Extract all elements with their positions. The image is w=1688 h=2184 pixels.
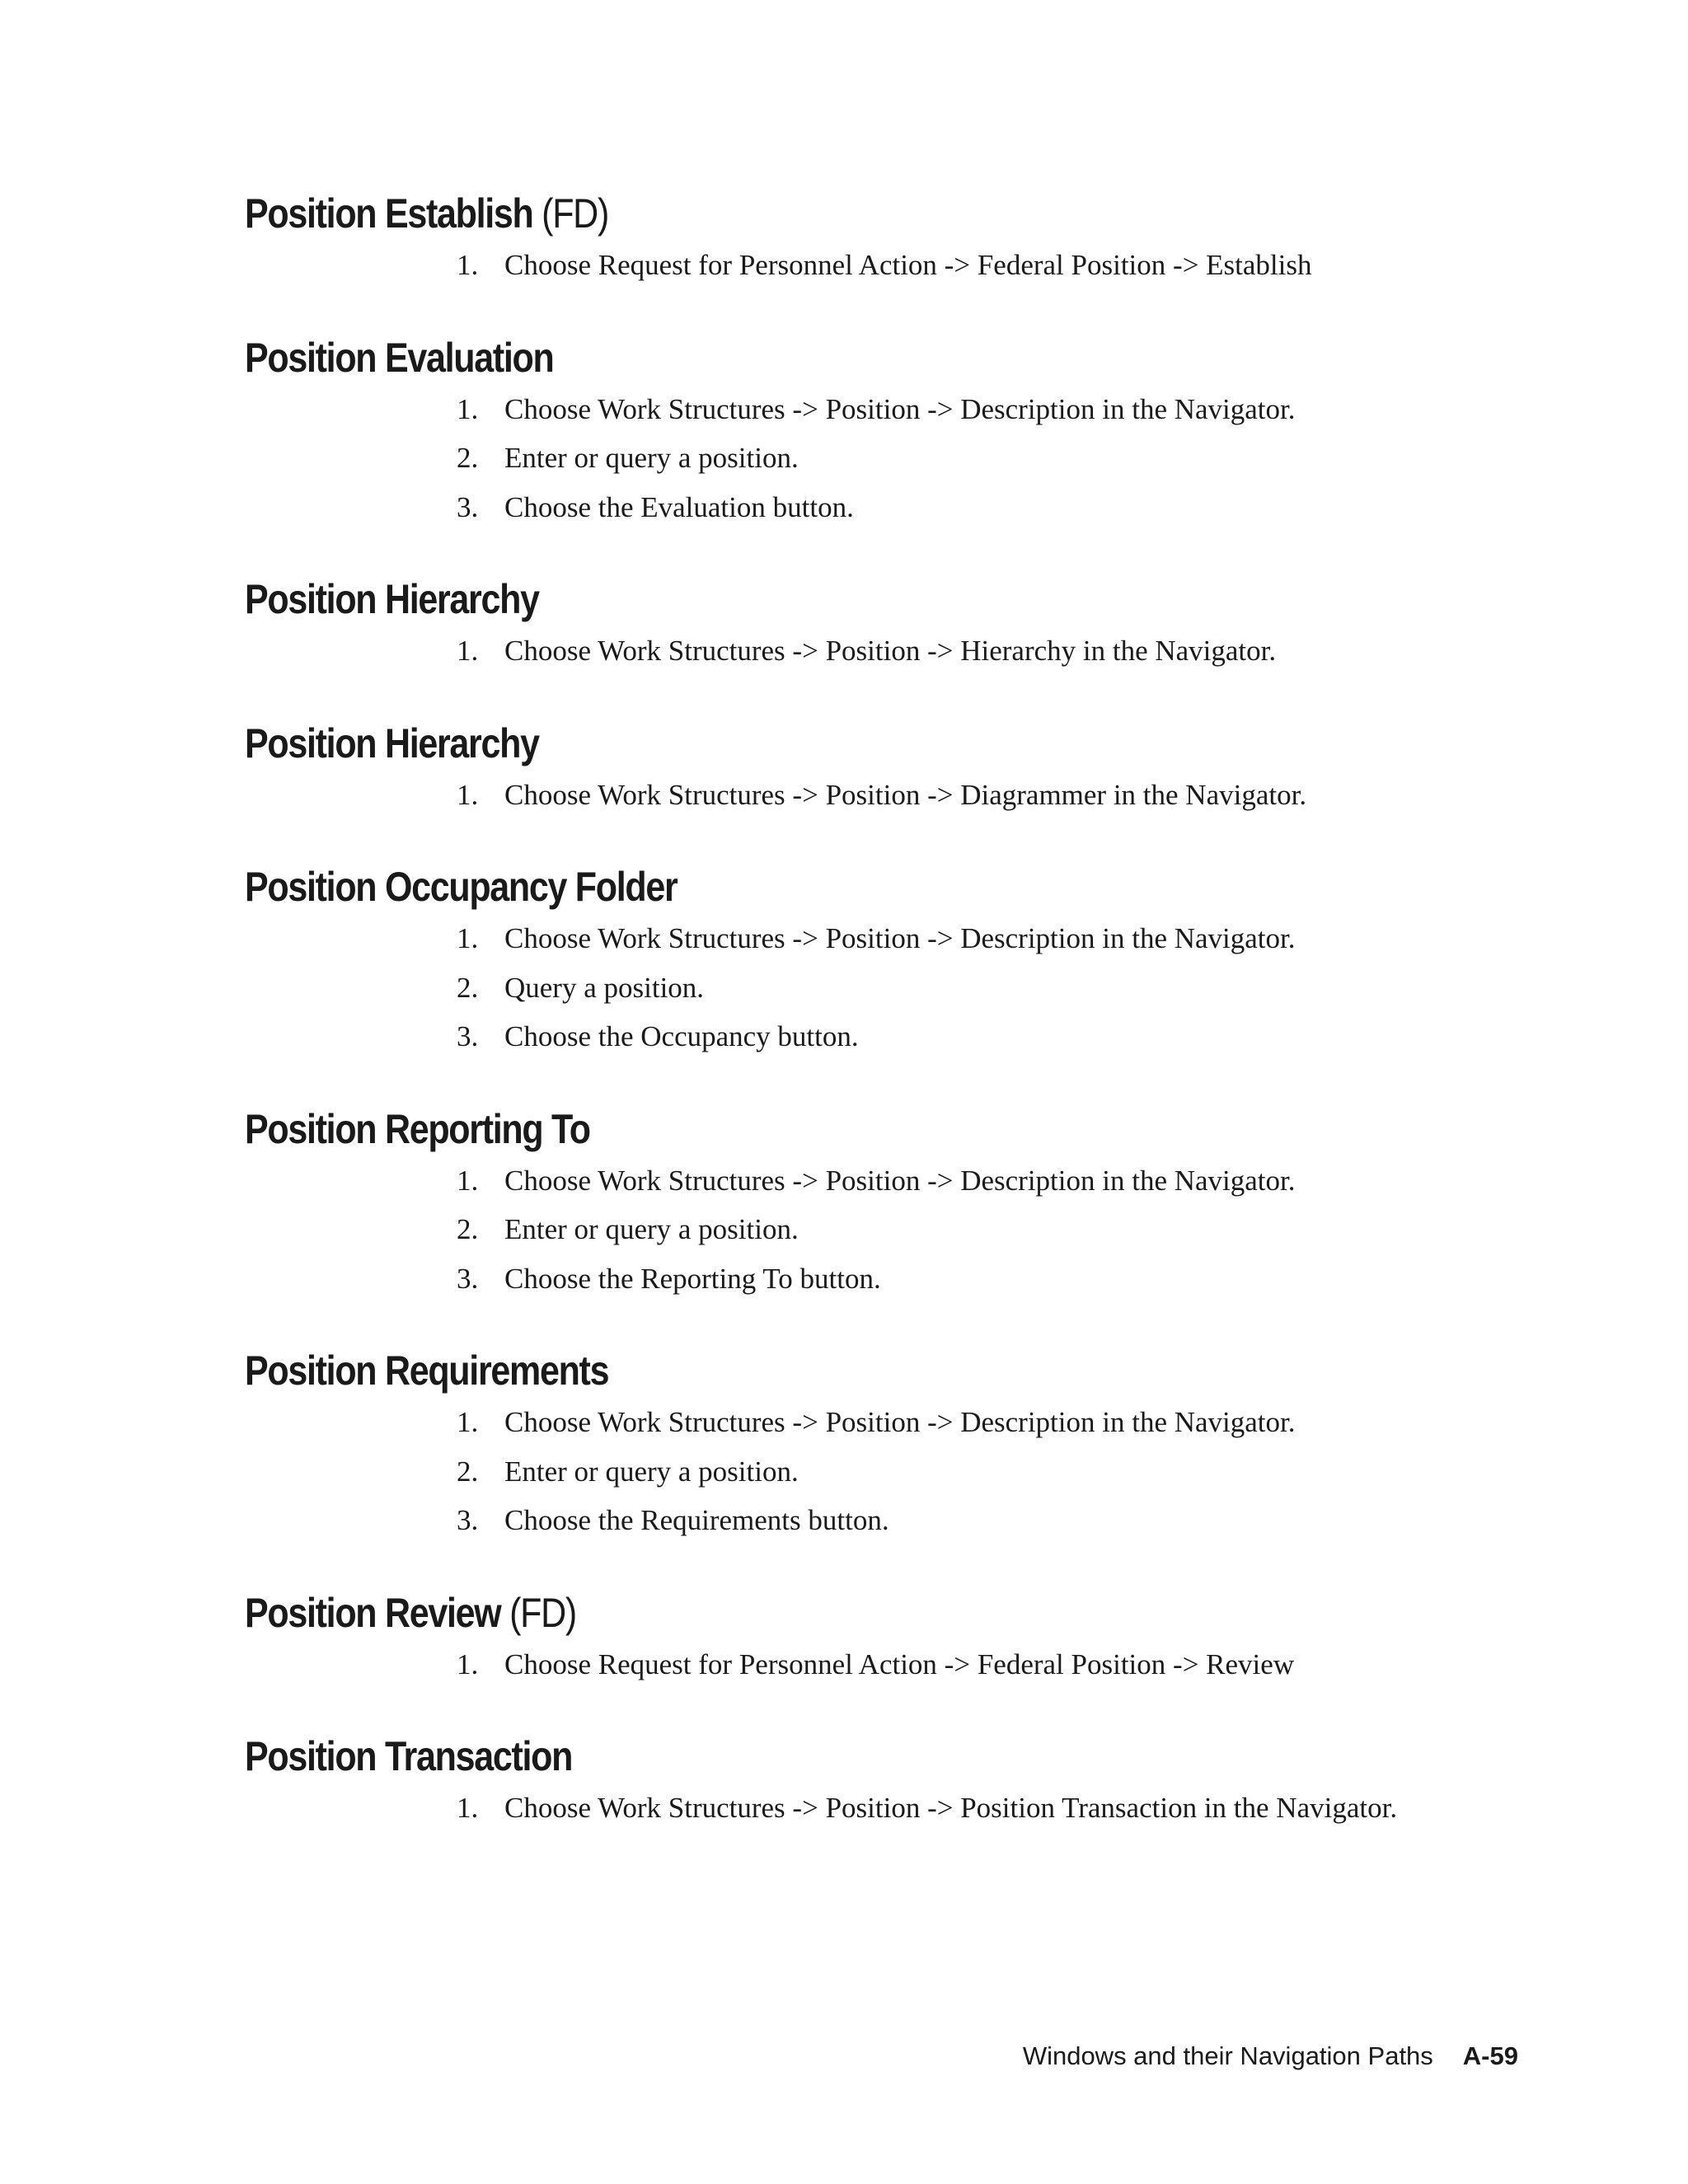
step-list: [245, 1783, 1531, 1833]
step-number: 1.: [457, 778, 479, 811]
step-item: [457, 1783, 1531, 1833]
step-item: [457, 1156, 1531, 1206]
step-list: [245, 385, 1531, 532]
heading-suffix: (FD): [509, 1589, 576, 1636]
step-number: 3.: [457, 1262, 479, 1295]
step-number: 1.: [457, 1792, 479, 1824]
step-number: 3.: [457, 490, 479, 523]
section-position-occupancy-folder: [245, 860, 1531, 1062]
heading-title: Position Reporting To: [245, 1105, 590, 1152]
step-item: [457, 1496, 1531, 1545]
step-text: Choose Work Structures -> Position -> Description in the Navigator.: [504, 1406, 1296, 1438]
step-number: 3.: [457, 1504, 479, 1536]
section-position-reporting-to: [245, 1102, 1531, 1304]
section-heading: [245, 186, 1351, 241]
step-number: 1.: [457, 1164, 479, 1197]
section-position-establish: [245, 186, 1531, 290]
step-number: 2.: [457, 442, 479, 474]
section-position-hierarchy: [245, 572, 1531, 676]
heading-title: Position Establish: [245, 190, 533, 237]
step-text: Choose Work Structures -> Position -> Position Transaction in the Navigator.: [504, 1792, 1398, 1824]
step-text: Choose Request for Personnel Action -> Federal Position -> Review: [504, 1647, 1295, 1680]
step-number: 1.: [457, 1406, 479, 1438]
step-number: 3.: [457, 1020, 479, 1052]
section-position-review: [245, 1586, 1531, 1690]
section-heading: [245, 860, 1351, 914]
step-text: Enter or query a position.: [504, 1213, 799, 1245]
heading-title: Position Occupancy Folder: [245, 864, 678, 910]
step-item: [457, 1012, 1531, 1062]
step-item: [457, 1447, 1531, 1497]
section-heading: [245, 1586, 1351, 1640]
section-heading: [245, 572, 1351, 626]
step-list: [245, 241, 1531, 290]
step-text: Choose the Reporting To button.: [504, 1262, 881, 1295]
page-number: A-59: [1462, 2041, 1518, 2070]
step-list: [245, 626, 1531, 676]
step-item: [457, 1398, 1531, 1447]
heading-title: Position Hierarchy: [245, 719, 539, 766]
step-text: Enter or query a position.: [504, 1455, 799, 1488]
footer-section-title: Windows and their Navigation Paths: [1022, 2041, 1433, 2070]
step-text: Choose the Requirements button.: [504, 1504, 889, 1536]
step-item: [457, 434, 1531, 483]
step-list: [245, 771, 1531, 820]
step-text: Choose Work Structures -> Position -> Hierarchy in the Navigator.: [504, 635, 1277, 667]
step-list: [245, 1640, 1531, 1690]
section-heading: [245, 1102, 1351, 1156]
step-item: [457, 1640, 1531, 1690]
step-text: Choose the Evaluation button.: [504, 490, 854, 523]
section-position-requirements: [245, 1343, 1531, 1545]
step-item: [457, 1254, 1531, 1304]
step-text: Enter or query a position.: [504, 442, 799, 474]
step-number: 1.: [457, 392, 479, 425]
step-item: [457, 483, 1531, 532]
section-position-transaction: [245, 1729, 1531, 1833]
step-text: Choose the Occupancy button.: [504, 1020, 859, 1052]
step-text: Query a position.: [504, 971, 705, 1004]
step-item: [457, 771, 1531, 820]
section-heading: [245, 1729, 1351, 1783]
step-item: [457, 914, 1531, 963]
step-list: [245, 914, 1531, 1062]
step-item: [457, 626, 1531, 676]
heading-title: Position Hierarchy: [245, 576, 539, 622]
step-text: Choose Work Structures -> Position -> Diagrammer in the Navigator.: [504, 778, 1307, 811]
step-number: 2.: [457, 971, 479, 1004]
section-position-evaluation: [245, 330, 1531, 532]
heading-suffix: (FD): [542, 190, 608, 237]
section-heading: [245, 716, 1351, 771]
step-number: 1.: [457, 922, 479, 954]
section-heading: [245, 1343, 1351, 1398]
step-item: [457, 963, 1531, 1013]
heading-title: Position Requirements: [245, 1347, 609, 1394]
step-text: Choose Work Structures -> Position -> Description in the Navigator.: [504, 1164, 1296, 1197]
step-item: [457, 1205, 1531, 1254]
step-text: Choose Request for Personnel Action -> Federal Position -> Establish: [504, 249, 1312, 281]
step-number: 1.: [457, 635, 479, 667]
step-list: [245, 1156, 1531, 1304]
step-text: Choose Work Structures -> Position -> Description in the Navigator.: [504, 392, 1296, 425]
step-number: 1.: [457, 1647, 479, 1680]
step-number: 2.: [457, 1455, 479, 1488]
section-position-hierarchy-diagrammer: [245, 716, 1531, 820]
document-body: [245, 186, 1531, 1833]
step-number: 2.: [457, 1213, 479, 1245]
heading-title: Position Review: [245, 1589, 501, 1636]
heading-title: Position Evaluation: [245, 334, 554, 381]
page-footer: [1023, 2040, 1518, 2073]
section-heading: [245, 330, 1351, 385]
step-list: [245, 1398, 1531, 1545]
step-number: 1.: [457, 249, 479, 281]
step-item: [457, 241, 1531, 290]
heading-title: Position Transaction: [245, 1733, 573, 1779]
step-item: [457, 385, 1531, 434]
step-text: Choose Work Structures -> Position -> Description in the Navigator.: [504, 922, 1296, 954]
